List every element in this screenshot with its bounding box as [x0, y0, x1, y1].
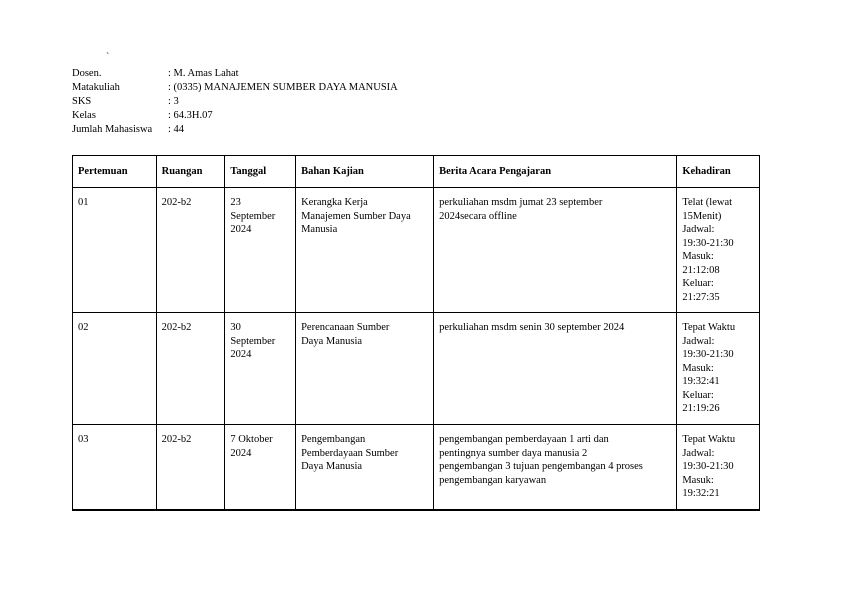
info-label: SKS [72, 96, 92, 107]
cell-bahan-kajian: Pengembangan Pemberdayaan Sumber Daya Manusia [296, 425, 434, 510]
info-label: Dosen. [72, 68, 102, 79]
table-row [73, 313, 760, 425]
cell-tanggal: 30 September 2024 [225, 313, 296, 425]
header-tanggal: Tanggal [225, 156, 296, 188]
cell-pertemuan: 02 [73, 313, 157, 425]
course-info [72, 67, 398, 137]
info-row-dosen [72, 67, 398, 81]
info-row-kelas [72, 109, 398, 123]
header-pertemuan: Pertemuan [73, 156, 157, 188]
info-value: : 44 [168, 124, 185, 135]
info-label: Kelas [72, 110, 96, 121]
cell-pertemuan: 03 [73, 425, 157, 510]
header-bahan-kajian: Bahan Kajian [296, 156, 434, 188]
cell-kehadiran: Tepat Waktu Jadwal: 19:30-21:30 Masuk: 19:32:41 Keluar: 21:19:26 [677, 313, 760, 425]
cell-kehadiran: Telat (lewat 15Menit) Jadwal: 19:30-21:30 Masuk: 21:12:08 Keluar: 21:27:35 [677, 188, 760, 313]
cell-ruangan: 202-b2 [156, 425, 225, 510]
cell-bahan-kajian: Perencanaan Sumber Daya Manusia [296, 313, 434, 425]
cell-pertemuan: 01 [73, 188, 157, 313]
info-value: : 3 [168, 96, 179, 107]
cell-ruangan: 202-b2 [156, 313, 225, 425]
cell-berita-acara: perkuliahan msdm jumat 23 september 2024secara offline [434, 188, 677, 313]
header-kehadiran: Kehadiran [677, 156, 760, 188]
cell-berita-acara: pengembangan pemberdayaan 1 arti dan pentingnya sumber daya manusia 2 pengembangan 3 tujuan pengembangan 4 proses pengembangan karyawan [434, 425, 677, 510]
table-header-row [73, 156, 760, 188]
info-value: : M. Amas Lahat [168, 68, 239, 79]
table-row [73, 425, 760, 510]
header-ruangan: Ruangan [156, 156, 225, 188]
cell-berita-acara: perkuliahan msdm senin 30 september 2024 [434, 313, 677, 425]
cell-bahan-kajian: Kerangka Kerja Manajemen Sumber Daya Manusia [296, 188, 434, 313]
info-row-sks [72, 95, 398, 109]
info-label: Jumlah Mahasiswa [72, 124, 153, 135]
info-value: : (0335) MANAJEMEN SUMBER DAYA MANUSIA [168, 82, 398, 93]
table-row [73, 188, 760, 313]
stray-mark: ` [106, 52, 110, 63]
info-value: : 64.3H.07 [168, 110, 213, 121]
header-berita-acara: Berita Acara Pengajaran [434, 156, 677, 188]
cell-kehadiran: Tepat Waktu Jadwal: 19:30-21:30 Masuk: 19:32:21 [677, 425, 760, 510]
info-row-matakuliah [72, 81, 398, 95]
cell-ruangan: 202-b2 [156, 188, 225, 313]
info-label: Matakuliah [72, 82, 120, 93]
cell-tanggal: 23 September 2024 [225, 188, 296, 313]
info-row-jumlah [72, 123, 398, 137]
cell-tanggal: 7 Oktober 2024 [225, 425, 296, 510]
schedule-table [72, 155, 760, 511]
